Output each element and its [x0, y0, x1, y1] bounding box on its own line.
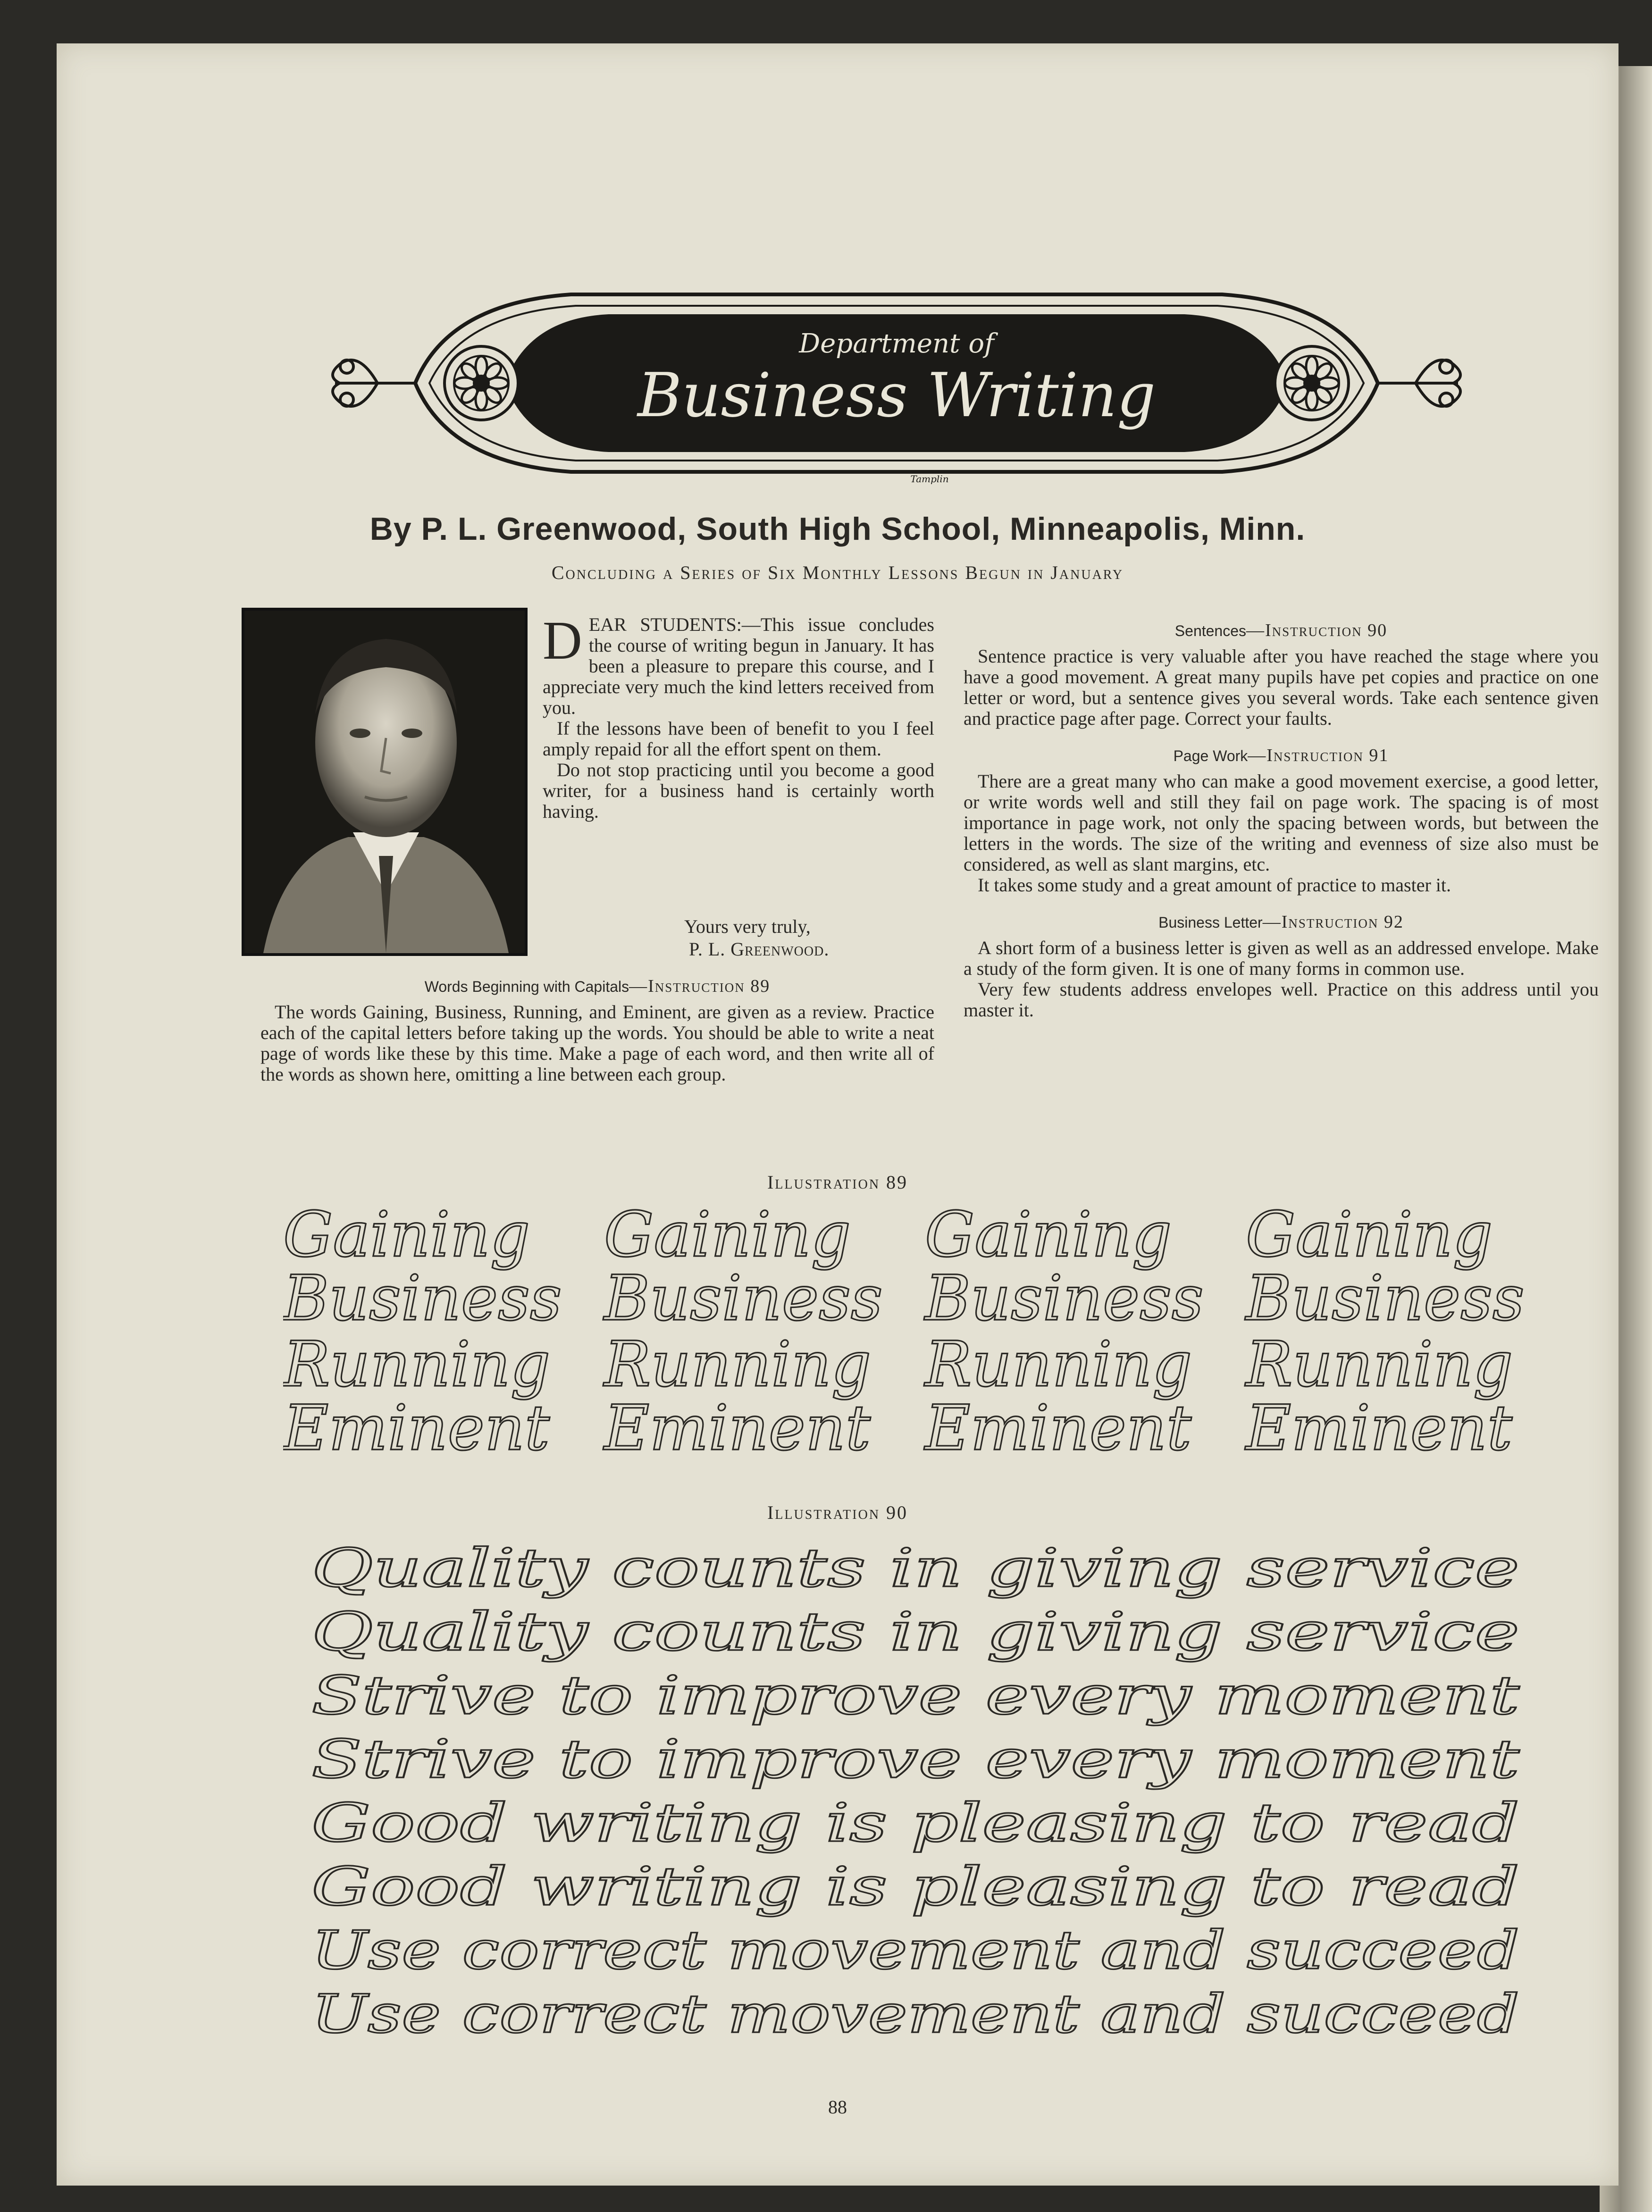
instruction-92-body-1: A short form of a business letter is given as well as an addressed envelope. Make a study of the form given. It is one of many forms in common use. — [964, 937, 1599, 979]
instruction-90-body: Sentence practice is very valuable after you have reached the stage where you have a good movement. A great many pupils have pet copies and practice on one letter or word, but a sentence gives you several words. Take each sentence given and practice page after page. Correct your faults. — [964, 645, 1599, 729]
instruction-89-number: —Instruction 89 — [629, 976, 771, 996]
instruction-89-body: The words Gaining, Business, Running, and Eminent, are given as a review. Practice each of the capital letters before taking up the words. You should be able to write a neat page of words like these by this time. Make a page of each word, and then write all of the words as shown here, omitting a line between each group. — [260, 1001, 934, 1085]
article-byline: By P. L. Greenwood, South High School, Minneapolis, Minn. — [369, 511, 1306, 547]
script-sentence: Good writing is pleasing to read — [311, 1793, 1519, 1854]
illustration-90-label: Illustration 90 — [767, 1502, 908, 1523]
script-word: Gaining — [283, 1204, 530, 1271]
script-word: Business — [925, 1262, 1204, 1335]
instruction-91-body-1: There are a great many who can make a good movement exercise, a good letter, or write words well and still they fail on page work. The spacing is of most importance in page work, not only the spacing between words, but between the letters in the words. The size of the writing and evenness of size also must be considered, as well as slant margins, etc. — [964, 771, 1599, 875]
script-word: Business — [1246, 1262, 1525, 1335]
magazine-page — [57, 43, 1618, 2186]
series-note: Concluding a Series of Six Monthly Lessons Begun in January — [551, 562, 1124, 583]
script-word: Gaining — [925, 1204, 1172, 1271]
department-banner — [307, 275, 1486, 492]
instruction-91-body-2: It takes some study and a great amount of practice to master it. — [978, 874, 1451, 896]
script-word: Eminent — [1246, 1392, 1512, 1465]
instruction-90-heading — [964, 620, 1599, 641]
letter-paragraph-1: EAR STUDENTS:—This issue concludes the course of writing begun in January. It has been a pleasure to prepare this course, and I appreciate very much the kind letters received from you. — [543, 614, 934, 718]
letter-paragraph-2: If the lessons have been of benefit to you I feel amply repaid for all the effort spent on them. — [543, 718, 934, 760]
script-sentence: Strive to improve every moment — [311, 1665, 1520, 1726]
instruction-92-heading — [964, 912, 1599, 933]
instruction-89-section — [260, 976, 934, 1085]
script-word: Running — [925, 1328, 1192, 1401]
script-sentence: Use correct movement and succeed — [311, 1984, 1519, 2045]
page-number: 88 — [828, 2096, 847, 2118]
script-word: Business — [604, 1262, 883, 1335]
script-word: Eminent — [604, 1392, 871, 1465]
script-word: Running — [1246, 1328, 1513, 1401]
author-portrait-photo — [242, 608, 528, 956]
script-sentence: Quality counts in giving service — [311, 1601, 1519, 1663]
instruction-91-heading — [964, 745, 1599, 766]
instruction-92-number: —Instruction 92 — [1262, 912, 1404, 932]
letter-signature: P. L. Greenwood. — [689, 938, 830, 960]
drop-cap: D — [543, 611, 582, 671]
script-sentence: Quality counts in giving service — [311, 1538, 1519, 1599]
letter-to-students — [543, 611, 934, 822]
instruction-89-title: Words Beginning with Capitals — [424, 978, 629, 995]
script-word: Business — [283, 1262, 562, 1335]
banner-line2: Business Writing — [637, 360, 1156, 431]
banner-artist-credit: Tamplin — [910, 473, 949, 485]
script-word: Running — [283, 1328, 551, 1401]
instruction-89-heading — [260, 976, 934, 997]
banner-line1: Department of — [799, 328, 994, 359]
script-word: Gaining — [604, 1204, 851, 1271]
letter-closing — [684, 915, 829, 961]
illustration-90-script-sentences — [302, 1534, 1538, 2068]
instruction-92-title: Business Letter — [1158, 914, 1263, 931]
script-sentence: Use correct movement and succeed — [311, 1920, 1519, 1981]
script-word: Eminent — [283, 1392, 550, 1465]
script-word: Gaining — [1246, 1204, 1493, 1271]
right-column — [964, 620, 1599, 1021]
instruction-91-title: Page Work — [1173, 747, 1248, 764]
illustration-89-script-words — [283, 1204, 1557, 1468]
script-sentence: Good writing is pleasing to read — [311, 1856, 1519, 1918]
instruction-92-body-2: Very few students address envelopes well. Practice on this address until you master it. — [964, 979, 1599, 1021]
illustration-89-label: Illustration 89 — [767, 1172, 908, 1193]
right-rosette-ornament — [1275, 346, 1349, 420]
script-word: Running — [604, 1328, 872, 1401]
closing-phrase: Yours very truly, — [684, 916, 811, 937]
script-word: Eminent — [925, 1392, 1191, 1465]
instruction-91-number: —Instruction 91 — [1248, 746, 1389, 765]
script-sentence: Strive to improve every moment — [311, 1729, 1520, 1790]
left-rosette-ornament — [444, 346, 518, 420]
letter-paragraph-3: Do not stop practicing until you become a good writer, for a business hand is certainly worth having. — [543, 759, 934, 822]
instruction-90-title: Sentences — [1174, 622, 1247, 639]
instruction-90-number: —Instruction 90 — [1246, 620, 1388, 640]
